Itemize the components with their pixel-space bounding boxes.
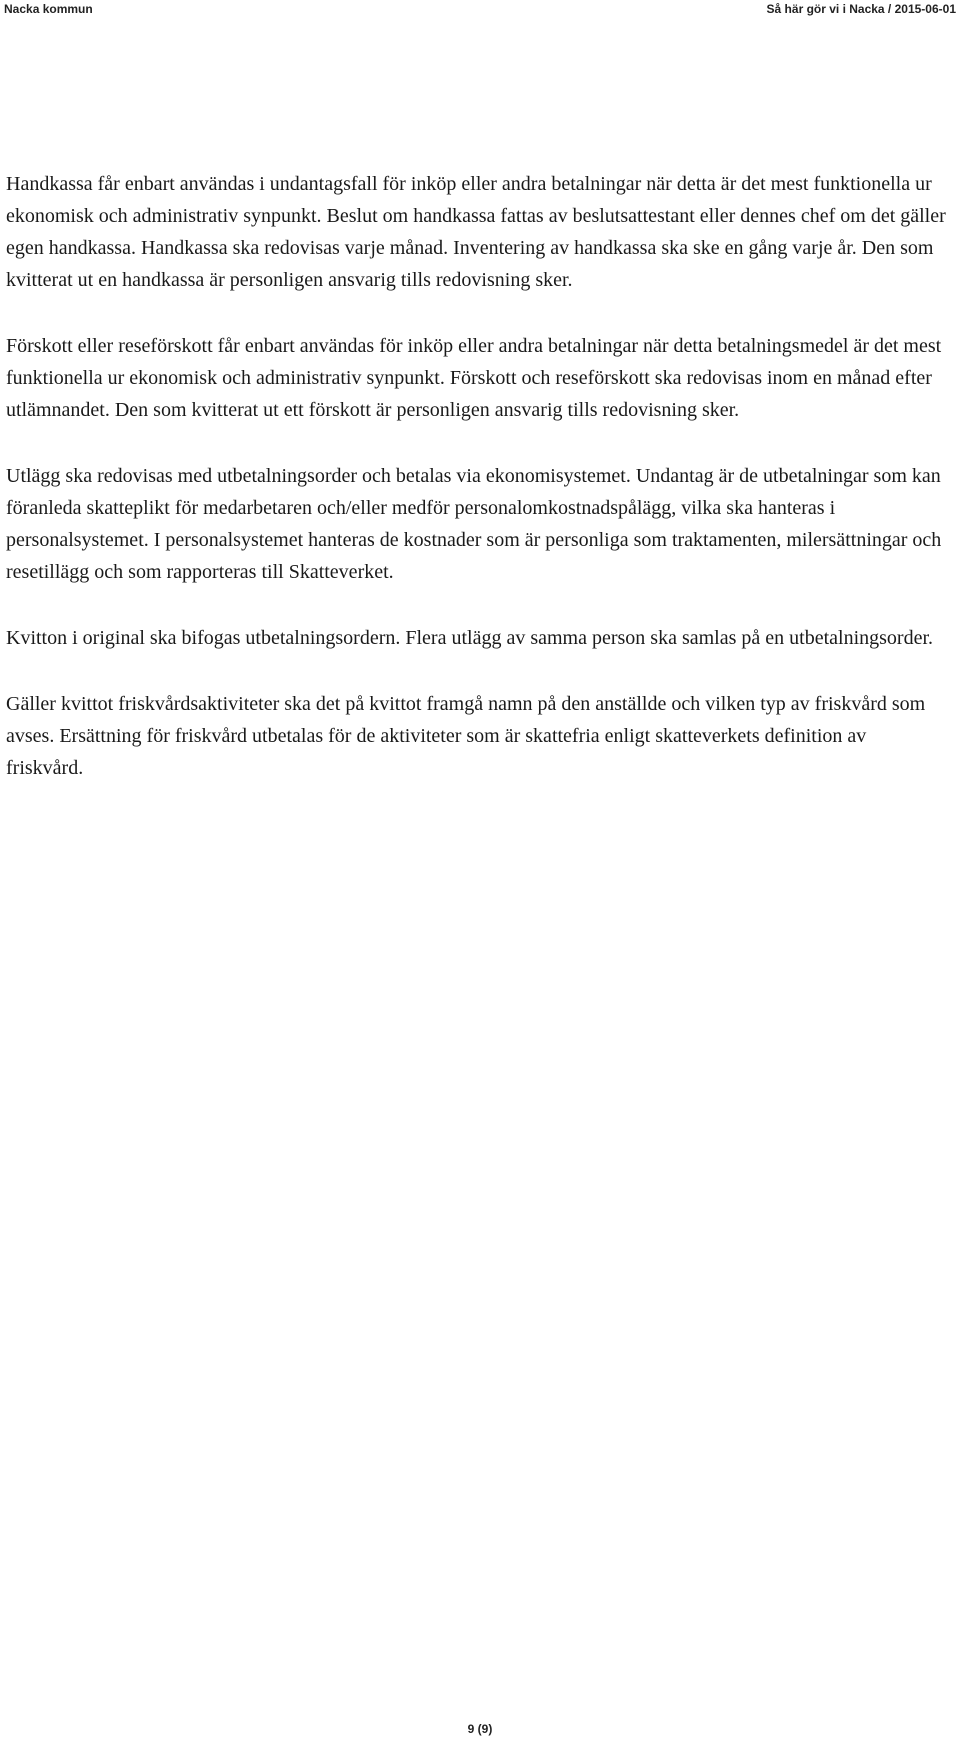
page-number: 9 (9) <box>467 1722 493 1736</box>
document-body <box>6 168 946 818</box>
paragraph-forskott: Förskott eller reseförskott får enbart användas för inköp eller andra betalningar när detta betalningsmedel är det mest funktionella ur ekonomisk och administrativ synpunkt. Förskott och reseförskott ska redovisas inom en månad efter utlämnandet. Den som kvitterat ut ett förskott är personligen ansvarig tills redovisning sker. <box>6 335 942 421</box>
paragraph-friskvard: Gäller kvittot friskvårdsaktiviteter ska det på kvittot framgå namn på den anställde och vilken typ av friskvård som avses. Ersättning för friskvård utbetalas för de aktiviteter som är skattefria enligt skatteverkets definition av friskvård. <box>6 693 926 779</box>
document-title-date: Så här gör vi i Nacka / 2015-06-01 <box>766 2 956 16</box>
organization-name: Nacka kommun <box>4 2 93 16</box>
paragraph-kvitton: Kvitton i original ska bifogas utbetalningsordern. Flera utlägg av samma person ska samlas på en utbetalningsorder. <box>6 627 934 649</box>
paragraph-utlagg: Utlägg ska redovisas med utbetalningsorder och betalas via ekonomisystemet. Undantag är de utbetalningar som kan föranleda skatteplikt för medarbetaren och/eller medför personalomkostnadspålägg, vilka ska hanteras i personalsystemet. I personalsystemet hanteras de kostnader som är personliga som traktamenten, milersättningar och resetillägg och som rapporteras till Skatteverket. <box>6 465 942 583</box>
page-header <box>0 0 960 20</box>
paragraph-handkassa: Handkassa får enbart användas i undantagsfall för inköp eller andra betalningar när detta är det mest funktionella ur ekonomisk och administrativ synpunkt. Beslut om handkassa fattas av beslutsattestant eller dennes chef om det gäller egen handkassa. Handkassa ska redovisas varje månad. Inventering av handkassa ska ske en gång varje år. Den som kvitterat ut en handkassa är personligen ansvarig tills redovisning sker. <box>6 173 946 291</box>
